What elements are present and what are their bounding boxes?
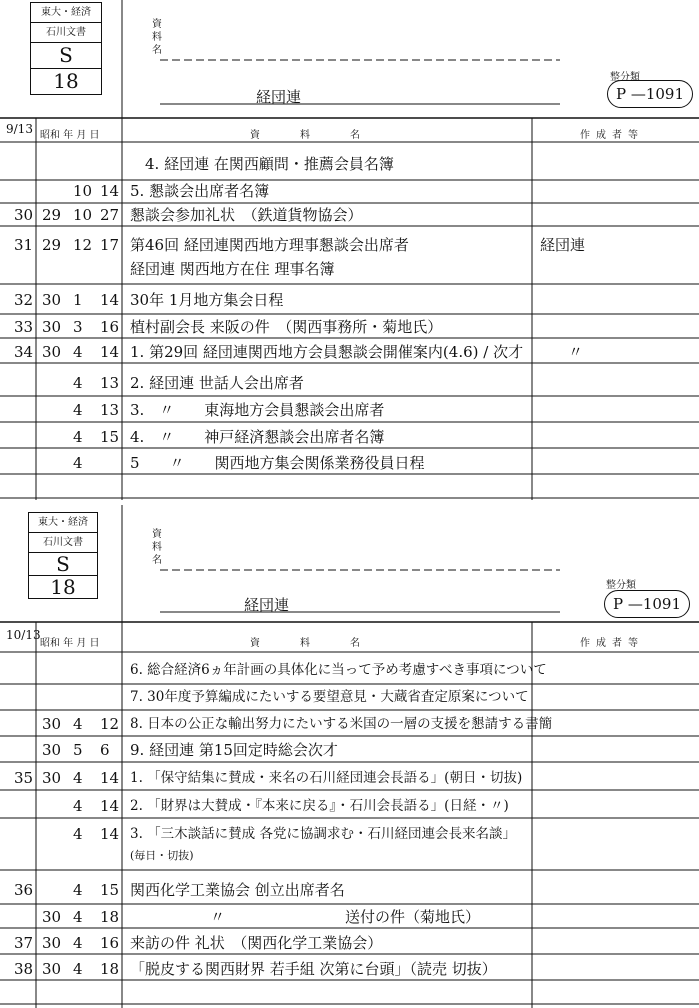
row-day: 17 [100,236,120,254]
list-item [0,686,699,709]
row-day: 14 [100,797,120,815]
list-item [0,399,699,422]
row-year: 29 [42,236,62,254]
row-day: 15 [100,881,120,899]
row-month: 1 [73,291,83,309]
stamp-org: 東大・経済 [29,513,97,533]
row-number: 37 [14,934,34,952]
row-day: 14 [100,769,120,787]
col-date-header: 昭和 年 月 日 [40,130,100,141]
row-text: 1. 第29回 経団連関西地方会員懇談会開催案内(4.6) / 次才 [130,343,524,361]
row-number: 36 [14,881,34,899]
row-month: 10 [73,182,93,200]
row-number: 32 [14,291,34,309]
row-creator: 経団連 [540,236,586,254]
row-text: 7. 30年度予算編成にたいする要望意見・大蔵省査定原案について [130,689,529,705]
row-month: 5 [73,741,83,759]
row-day: 15 [100,428,120,446]
row-text: 「脱皮する関西財界 若手組 次第に台頭」（読売 切抜） [130,960,497,978]
row-year: 30 [42,741,62,759]
row-day: 16 [100,318,120,336]
list-item [0,659,699,682]
row-text: 経団連 関西地方在住 理事名簿 [130,260,335,278]
row-number: 34 [14,343,34,361]
row-month: 4 [73,454,83,472]
list-item [0,452,699,475]
col-material-header: 資料名 [250,130,400,141]
row-text: 関西化学工業協会 创立出席者名 [130,881,345,899]
row-day: 13 [100,401,120,419]
stamp-number: 18 [50,575,76,599]
id-code: P —1091 [607,80,693,108]
list-item [0,767,699,790]
title-label-2: 資料名 [152,529,162,566]
row-month: 4 [73,960,83,978]
row-year: 30 [42,769,62,787]
row-text: 4. 経団連 在関西顧問・推薦会員名簿 [145,155,394,173]
row-text: 2. 「財界は大賛成・『本来に戻る』・石川会長語る」(日経・〃) [130,798,509,814]
row-month: 4 [73,908,83,926]
id-code-2: P —1091 [604,590,690,618]
col-author-header-2: 作成者等 [580,638,644,649]
side-date: 9/13 [6,122,33,136]
row-year: 29 [42,206,62,224]
row-text: 懇談会参加礼状 （鉄道貨物協会） [130,206,363,224]
row-text: 3. 〃 東海地方会員懇談会出席者 [130,401,385,419]
row-month: 12 [73,236,93,254]
row-month: 10 [73,206,93,224]
row-text: 8. 日本の公正な輸出努力にたいする米国の一層の支援を懇請する書簡 [130,716,553,732]
row-month: 4 [73,881,83,899]
row-text: 5. 懇談会出席者名簿 [130,182,270,200]
row-day: 27 [100,206,120,224]
row-month: 4 [73,934,83,952]
list-item [0,845,699,868]
row-month: 4 [73,401,83,419]
side-date-2: 10/13 [6,628,41,642]
row-text: 30年 1月地方集会日程 [130,291,284,309]
stamp-org: 東大・経済 [31,3,101,23]
row-text: 9. 経団連 第15回定時総会次才 [130,741,338,759]
stamp-letter: S [31,43,101,69]
list-item [0,713,699,736]
col-author-header: 作成者等 [580,130,644,141]
row-month: 4 [73,715,83,733]
list-item [0,180,699,203]
row-text: (毎日・切抜) [130,849,194,862]
row-day: 14 [100,291,120,309]
row-day: 13 [100,374,120,392]
row-day: 14 [100,182,120,200]
list-item [0,823,699,846]
row-day: 14 [100,343,120,361]
row-month: 4 [73,825,83,843]
list-item [0,341,699,364]
row-year: 30 [42,343,62,361]
list-item [0,426,699,449]
row-year: 30 [42,934,62,952]
archive-stamp-2 [28,512,98,599]
list-item [0,906,699,929]
row-month: 3 [73,318,83,336]
row-day: 14 [100,825,120,843]
row-number: 30 [14,206,34,224]
row-text: 来訪の件 礼状 （関西化学工業協会） [130,934,383,952]
row-day: 16 [100,934,120,952]
row-number: 35 [14,769,34,787]
list-item [0,289,699,312]
archive-stamp [30,2,102,95]
row-month: 4 [73,374,83,392]
row-text: 4. 〃 神戸経済懇談会出席者名簿 [130,428,385,446]
list-item [0,795,699,818]
row-text: 1. 「保守結集に賛成・来名の石川経団連会長語る」(朝日・切抜) [130,770,523,786]
list-item [0,879,699,902]
row-text: 〃 送付の件（菊地氏） [210,908,481,926]
list-item [0,204,699,227]
row-month: 4 [73,769,83,787]
id-label-2: 整分類 [606,580,636,591]
row-creator: 〃 [568,343,584,361]
list-item [0,234,699,257]
row-month: 4 [73,343,83,361]
row-month: 4 [73,428,83,446]
list-item [0,258,699,281]
group-name: 経団連 [256,88,302,106]
col-date-header-2: 昭和 年 月 日 [40,638,100,649]
row-text: 植村副会長 来阪の件 （関西事務所・菊地氏） [130,318,443,336]
row-year: 30 [42,908,62,926]
row-year: 30 [42,291,62,309]
list-item [0,739,699,762]
list-item [0,153,699,176]
stamp-archive: 石川文書 [31,23,101,43]
title-label: 資料名 [152,19,162,56]
row-number: 38 [14,960,34,978]
row-text: 2. 経団連 世話人会出席者 [130,374,304,392]
stamp-letter: S [29,553,97,576]
row-day: 12 [100,715,120,733]
group-name-2: 経団連 [244,596,290,614]
row-text: 第46回 経団連関西地方理事懇談会出席者 [130,236,409,254]
row-year: 30 [42,715,62,733]
list-item [0,372,699,395]
row-number: 31 [14,236,34,254]
id-label: 整分類 [610,72,640,83]
row-month: 4 [73,797,83,815]
row-year: 30 [42,318,62,336]
stamp-archive: 石川文書 [29,533,97,553]
row-text: 5 〃 関西地方集会関係業務役員日程 [130,454,425,472]
row-text: 6. 総合経済6ヵ年計画の具体化に当って予め考慮すべき事項について [130,662,547,678]
row-day: 6 [100,741,110,759]
col-material-header-2: 資料名 [250,638,400,649]
row-text: 3. 「三木談話に賛成 各党に協調求む・石川経団連会長来名談」 [130,826,516,842]
list-item [0,958,699,981]
row-year: 30 [42,960,62,978]
list-item [0,932,699,955]
stamp-number: 18 [53,69,79,93]
row-number: 33 [14,318,34,336]
row-day: 18 [100,908,120,926]
row-day: 18 [100,960,120,978]
list-item [0,316,699,339]
